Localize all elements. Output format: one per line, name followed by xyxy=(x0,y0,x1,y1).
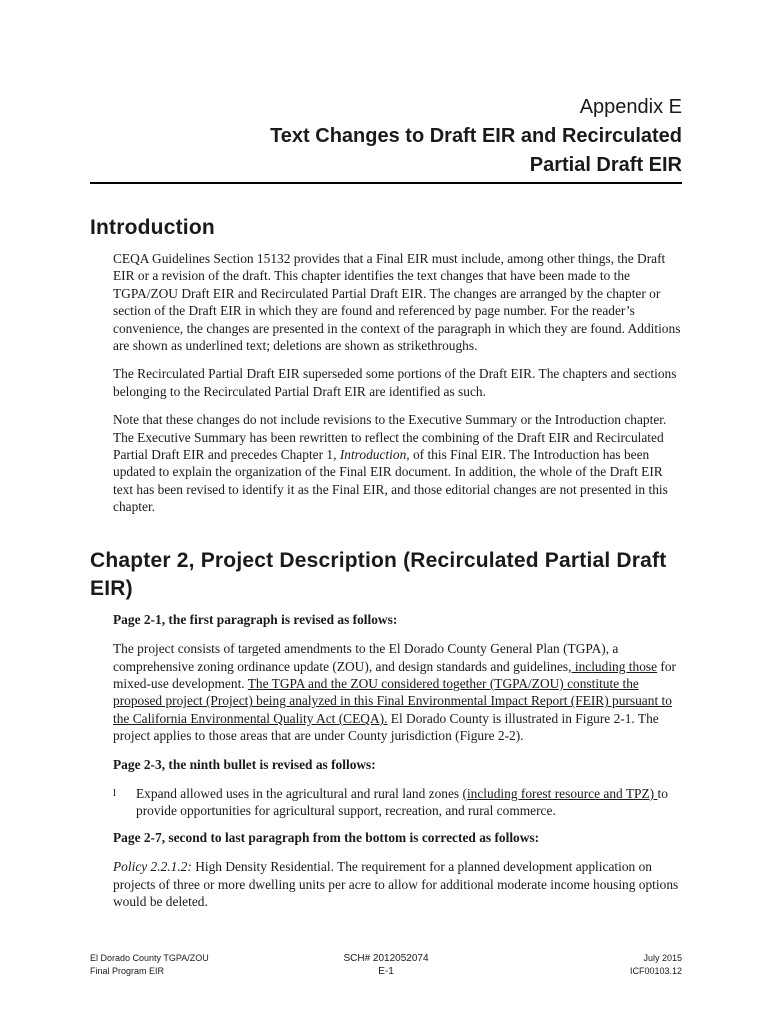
intro-p3-text-a: Note that these changes do not include revisions to the Executive Summary or the Introduction chapter. The Executive Summary has been rewritten to reflect the combining of the Draft EIR and Recirculated Partial Draft EIR and precedes Chapter 1, xyxy=(113,412,667,463)
bullet-text xyxy=(136,785,682,820)
bullet-marker: l xyxy=(113,786,117,799)
introduction-heading: Introduction xyxy=(90,216,215,239)
title-divider xyxy=(90,182,682,184)
intro-p3-text-b: , of this Final EIR. The Introduction has been updated to explain the organization of the Final EIR document. In addition, the whole of the Draft EIR text has been revised to identify it as the Final EIR, and those editorial changes are not presented in this chapter. xyxy=(113,447,668,515)
para1-text-a: The project consists of targeted amendments to the El Dorado County General Plan (TGPA), a comprehensive zoning ordinance update (ZOU), and design standards and guidelines xyxy=(113,641,619,674)
list-item xyxy=(113,785,682,820)
intro-paragraph-3 xyxy=(113,411,682,515)
para1-text-c: El Dorado County is illustrated in Figure 2-1. The project applies to those areas that are under County jurisdiction (Figure 2-2). xyxy=(113,710,659,744)
revision-subheading-page-2-3: Page 2-3, the ninth bullet is revised as follows: xyxy=(113,756,376,772)
footer-project-name: El Dorado County TGPA/ZOU xyxy=(90,953,209,963)
revision-subheading-page-2-1: Page 2-1, the first paragraph is revised as follows: xyxy=(113,611,398,627)
page-number: E-1 xyxy=(378,966,394,977)
bullet-text-a: Expand allowed uses in the agricultural and rural land zones xyxy=(136,785,463,801)
bullet-text-b: to provide opportunities for agricultural support, recreation, and rural commerce. xyxy=(136,785,668,819)
bullet-underline: (including forest resource and TPZ) xyxy=(462,785,658,801)
introduction-body xyxy=(113,250,682,516)
intro-paragraph-1: CEQA Guidelines Section 15132 provides that a Final EIR must include, among other things, the Draft EIR or a revision of the draft. This chapter identifies the text changes that have been made to the TGPA/ZOU Draft EIR and Recirculated Partial Draft EIR. The changes are arranged by the chapter or section of the Draft EIR in which they are found and referenced by page number. For the reader’s convenience, the changes are presented in the context of the paragraph in which they are found. Additions are shown as underlined text; deletions are shown as strikethroughs. xyxy=(113,251,681,354)
footer-icf-number: ICF00103.12 xyxy=(629,966,682,976)
revised-paragraph-page-2-1 xyxy=(113,640,682,744)
policy-label: Policy 2.2.1.2: xyxy=(113,859,192,875)
page-title-line-2: Partial Draft EIR xyxy=(529,154,682,176)
footer-sch-number: SCH# 2012052074 xyxy=(343,953,429,964)
main-content xyxy=(90,214,682,921)
para1-underline-1: , including those xyxy=(568,658,658,674)
appendix-label: Appendix E xyxy=(579,96,682,118)
intro-paragraph-2: The Recirculated Partial Draft EIR superseded some portions of the Draft EIR. The chapters and sections belonging to the Recirculated Partial Draft EIR are identified as such. xyxy=(113,366,677,399)
footer-center xyxy=(338,952,434,978)
intro-p3-italic: Introduction xyxy=(339,447,407,463)
chapter-2-heading: Chapter 2, Project Description (Recirculated Partial Draft EIR) xyxy=(90,548,667,600)
footer-document-name: Final Program EIR xyxy=(90,966,165,976)
page-title xyxy=(122,122,682,180)
footer-right xyxy=(630,952,682,978)
policy-text: High Density Residential. The requirement for a planned development application on projects of three or more dwelling units per acre to allow for additional moderate income housing options would be deleted. xyxy=(113,859,679,909)
chapter-2-body xyxy=(113,611,682,911)
para1-text-b: for mixed-use development. xyxy=(113,658,677,691)
policy-paragraph xyxy=(113,858,682,910)
para1-underline-2: The TGPA and the ZOU considered together (TGPA/ZOU) constitute the proposed project (Project) being analyzed in this Final Environmental Impact Report (FEIR) pursuant to the California Environmental Quality Act (CEQA). xyxy=(113,675,672,726)
footer-date: July 2015 xyxy=(643,953,682,963)
revision-subheading-page-2-7: Page 2-7, second to last paragraph from the bottom is corrected as follows: xyxy=(113,829,540,845)
page-title-line-1: Text Changes to Draft EIR and Recirculated xyxy=(270,125,682,147)
footer-left xyxy=(90,952,209,978)
